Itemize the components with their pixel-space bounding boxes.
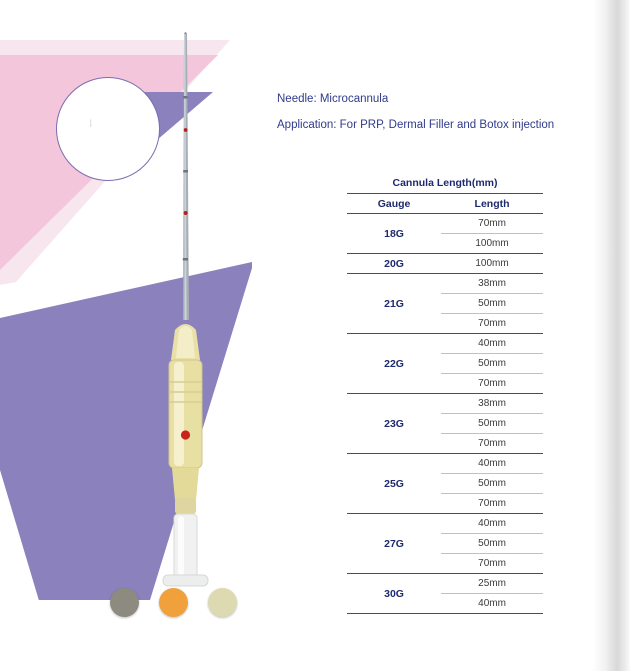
application-line: Application: For PRP, Dermal Filler and Botox injection bbox=[277, 119, 555, 131]
column-header-gauge: Gauge bbox=[347, 194, 441, 214]
length-cell: 100mm bbox=[441, 254, 543, 274]
info-block bbox=[277, 92, 617, 144]
right-edge-gradient bbox=[584, 0, 630, 671]
length-cell: 70mm bbox=[441, 554, 543, 574]
length-cell: 40mm bbox=[441, 454, 543, 474]
length-cell: 100mm bbox=[441, 234, 543, 254]
shaft-marker bbox=[183, 96, 187, 99]
gauge-cell: 25G bbox=[347, 454, 441, 514]
table-header-row bbox=[347, 194, 543, 214]
length-cell: 25mm bbox=[441, 574, 543, 594]
color-swatch-row bbox=[110, 588, 237, 617]
length-cell: 70mm bbox=[441, 314, 543, 334]
length-cell: 50mm bbox=[441, 534, 543, 554]
table-row bbox=[347, 334, 543, 354]
table-title: Cannula Length(mm) bbox=[347, 172, 543, 194]
length-cell: 70mm bbox=[441, 374, 543, 394]
hub-body bbox=[169, 360, 202, 468]
length-cell: 70mm bbox=[441, 494, 543, 514]
length-cell: 50mm bbox=[441, 354, 543, 374]
length-cell: 38mm bbox=[441, 394, 543, 414]
gauge-cell: 20G bbox=[347, 254, 441, 274]
table-row bbox=[347, 254, 543, 274]
gauge-cell: 27G bbox=[347, 514, 441, 574]
length-cell: 50mm bbox=[441, 474, 543, 494]
hub-red-dot bbox=[181, 430, 190, 439]
cannula-length-table bbox=[347, 172, 543, 614]
magnifier-circle bbox=[56, 77, 160, 181]
length-cell: 70mm bbox=[441, 434, 543, 454]
gauge-cell: 21G bbox=[347, 274, 441, 334]
length-cell: 40mm bbox=[441, 334, 543, 354]
magnified-needle-tip-icon bbox=[89, 88, 93, 158]
cream-swatch bbox=[208, 588, 237, 617]
needle-type-line: Needle: Microcannula bbox=[277, 93, 389, 105]
length-cell: 50mm bbox=[441, 414, 543, 434]
column-header-length: Length bbox=[441, 194, 543, 214]
length-cell: 38mm bbox=[441, 274, 543, 294]
gauge-cell: 30G bbox=[347, 574, 441, 614]
gauge-cell: 23G bbox=[347, 394, 441, 454]
syringe-barrel bbox=[174, 514, 197, 578]
table-title-row bbox=[347, 172, 543, 194]
length-cell: 40mm bbox=[441, 594, 543, 614]
grey-swatch bbox=[110, 588, 139, 617]
microcannula-illustration bbox=[150, 30, 260, 600]
table-row bbox=[347, 514, 543, 534]
length-cell: 70mm bbox=[441, 214, 543, 234]
table-row bbox=[347, 274, 543, 294]
syringe-flange bbox=[163, 575, 208, 586]
gauge-cell: 22G bbox=[347, 334, 441, 394]
orange-swatch bbox=[159, 588, 188, 617]
table-row bbox=[347, 214, 543, 234]
length-cell: 40mm bbox=[441, 514, 543, 534]
table-row bbox=[347, 454, 543, 474]
gauge-cell: 18G bbox=[347, 214, 441, 254]
table-row bbox=[347, 574, 543, 594]
length-cell: 50mm bbox=[441, 294, 543, 314]
table-row bbox=[347, 394, 543, 414]
